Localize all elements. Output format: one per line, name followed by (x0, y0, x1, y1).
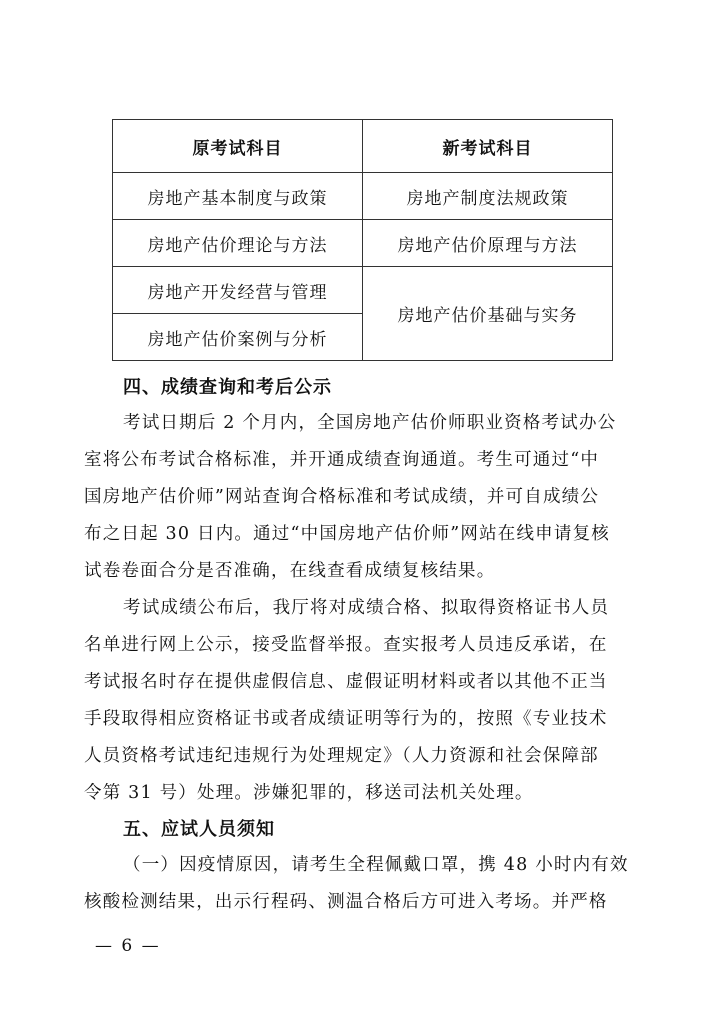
paragraph-line: 室将公布考试合格标准，并开通成绩查询通道。考生可通过“中 (84, 450, 600, 470)
exam-subject-table (112, 119, 613, 361)
paragraph-line: 国房地产估价师”网站查询合格标准和考试成绩，并可自成绩公 (84, 487, 600, 507)
paragraph-line: 考试日期后 2 个月内，全国房地产估价师职业资格考试办公 (123, 413, 617, 433)
paragraph-line: 考试成绩公布后，我厅将对成绩合格、拟取得资格证书人员 (123, 598, 610, 618)
paragraph-line: 布之日起 30 日内。通过“中国房地产估价师”网站在线申请复核 (84, 524, 610, 544)
table-row (113, 267, 613, 314)
paragraph-line: 手段取得相应资格证书或者成绩证明等行为的，按照《专业技术 (84, 709, 608, 729)
paragraph-line: 核酸检测结果，出示行程码、测温合格后方可进入考场。并严格 (84, 892, 608, 912)
old-subject-cell: 房地产估价理论与方法 (113, 220, 363, 267)
header-new-subject: 新考试科目 (363, 120, 613, 173)
section-5-heading: 五、应试人员须知 (123, 819, 275, 840)
table-header-row (113, 120, 613, 173)
page-number: — 6 — (95, 936, 161, 956)
new-subject-cell: 房地产制度法规政策 (363, 173, 613, 220)
paragraph-line: 人员资格考试违纪违规行为处理规定》（人力资源和社会保障部 (84, 746, 599, 766)
old-subject-cell: 房地产开发经营与管理 (113, 267, 363, 314)
new-subject-cell-merged: 房地产估价基础与实务 (363, 267, 613, 361)
table-row (113, 173, 613, 220)
paragraph-line: 令第 31 号）处理。涉嫌犯罪的，移送司法机关处理。 (84, 783, 534, 803)
paragraph-line: 名单进行网上公示，接受监督举报。查实报考人员违反承诺，在 (84, 635, 608, 655)
section-4-heading: 四、成绩查询和考后公示 (123, 377, 332, 398)
new-subject-cell: 房地产估价原理与方法 (363, 220, 613, 267)
table-row (113, 220, 613, 267)
header-old-subject: 原考试科目 (113, 120, 363, 173)
old-subject-cell: 房地产基本制度与政策 (113, 173, 363, 220)
paragraph-line: （一）因疫情原因，请考生全程佩戴口罩，携 48 小时内有效 (123, 855, 629, 875)
old-subject-cell: 房地产估价案例与分析 (113, 314, 363, 361)
paragraph-line: 考试报名时存在提供虚假信息、虚假证明材料或者以其他不正当 (84, 672, 608, 692)
paragraph-line: 试卷卷面合分是否准确，在线查看成绩复核结果。 (84, 561, 496, 581)
